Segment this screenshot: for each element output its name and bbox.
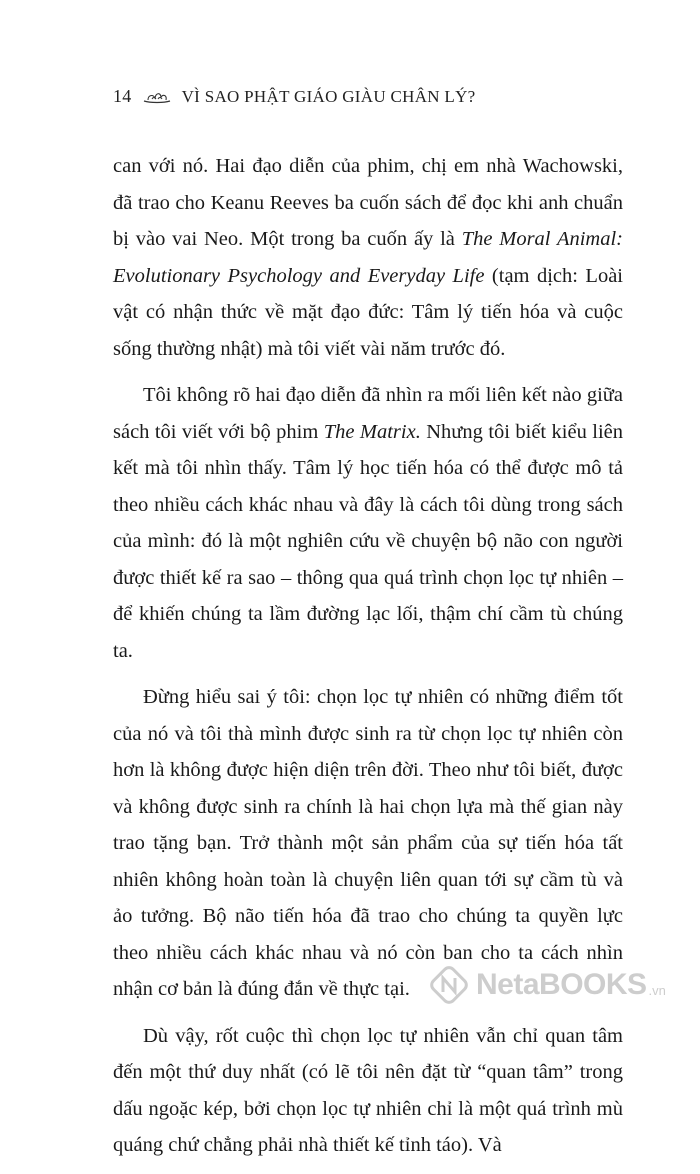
book-title: The Moral Animal: Evolutionary Psychology and Everyday Life: [113, 228, 623, 287]
paragraph-2: [113, 377, 623, 669]
paragraph-text: (tạm dịch: Loài vật có nhận thức về mặt đạo đức: Tâm lý tiến hóa và cuộc sống thường nhật) mà tôi viết vài năm trước đó.: [113, 264, 623, 360]
body-text: [113, 148, 623, 1174]
running-header: [113, 86, 476, 107]
paragraph-text: Tôi không rõ hai đạo diễn đã nhìn ra mối liên kết nào giữa sách tôi viết với bộ phim: [113, 384, 623, 443]
watermark-brand: NetaBOOKS: [476, 968, 647, 1001]
watermark: [430, 966, 666, 1004]
film-title: The Matrix.: [323, 420, 421, 443]
paragraph-3: Đừng hiểu sai ý tôi: chọn lọc tự nhiên có những điểm tốt của nó và tôi thà mình được sinh ra từ chọn lọc tự nhiên còn hơn là không được hiện diện trên đời. Theo như tôi biết, được và không được sinh ra chính là hai chọn lựa mà thế gian này trao tặng bạn. Trở thành một sản phẩm của sự tiến hóa tất nhiên không hoàn toàn là chuyện liên quan tới sự cầm tù và ảo tưởng. Bộ não tiến hóa đã trao cho chúng ta quyền lực theo nhiều cách khác nhau và nó còn ban cho ta cách nhìn nhận cơ bản là đúng đắn về thực tại.: [113, 686, 623, 1000]
page-number: 14: [113, 86, 132, 106]
paragraph-text: Nhưng tôi biết kiểu liên kết mà tôi nhìn thấy. Tâm lý học tiến hóa có thể được mô tả theo nhiều cách khác nhau và đây là cách tôi dùng trong sách của mình: đó là một nghiên cứu về chuyện bộ não con người được thiết kế ra sao – thông qua quá trình chọn lọc tự nhiên – để khiến chúng ta lầm đường lạc lối, thậm chí cầm tù chúng ta.: [113, 420, 623, 662]
lotus-icon: [142, 89, 172, 105]
running-title: VÌ SAO PHẬT GIÁO GIÀU CHÂN LÝ?: [181, 86, 476, 106]
paragraph-text: can với nó. Hai đạo diễn của phim, chị em nhà Wachowski, đã trao cho Keanu Reeves ba cuốn sách để đọc khi anh chuẩn bị vào vai Neo. Một trong ba cuốn ấy là: [113, 155, 623, 250]
netabooks-logo-icon: [430, 966, 468, 1004]
paragraph-1: [113, 148, 623, 367]
paragraph-4: Dù vậy, rốt cuộc thì chọn lọc tự nhiên vẫn chỉ quan tâm đến một thứ duy nhất (có lẽ tôi nên đặt từ “quan tâm” trong dấu ngoặc kép, bởi chọn lọc tự nhiên chỉ là một quá trình mù quáng chứ chẳng phải nhà thiết kế tỉnh táo). Và: [113, 1024, 623, 1156]
watermark-suffix: .vn: [648, 982, 666, 998]
